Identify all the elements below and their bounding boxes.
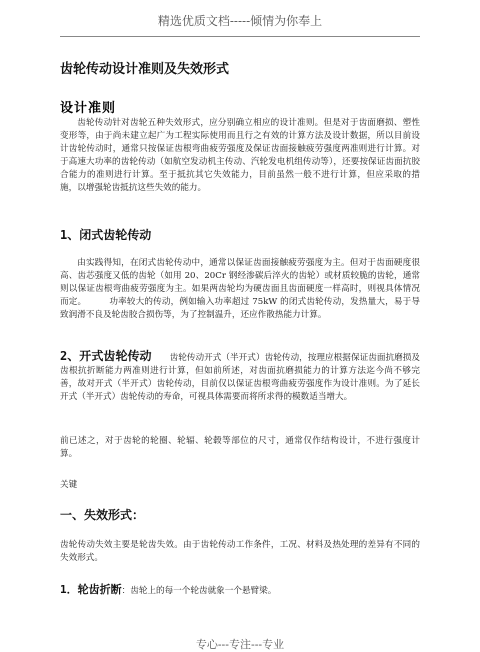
tooth-breakage-text: ：齿轮上的每一个轮齿就象一个悬臂梁。 — [121, 586, 277, 596]
design-rules-heading: 设计准则 — [60, 101, 117, 116]
keyword-label: 关键 — [60, 480, 78, 490]
summary-paragraph: 前已述之，对于齿轮的轮圈、轮辐、轮毂等部位的尺寸，通常仅作结构设计，不进行强度计算。 — [60, 436, 420, 459]
failure-item-tooth-breakage — [60, 583, 420, 598]
open-gear-heading: 2、开式齿轮传动 — [60, 349, 152, 363]
closed-gear-paragraph-part-2: 功率较大的传动，例如输入功率超过 75kW 的闭式齿轮传动，发热量大，易于导致润滑不良及轮齿胶合损伤等，为了控制温升，还应作散热能力计算。 — [60, 297, 420, 320]
closed-gear-paragraph — [60, 257, 420, 322]
header-divider — [60, 36, 420, 37]
failure-modes-paragraph: 齿轮传动失效主要是轮齿失效。由于齿轮传动工作条件，工况、材料及热处理的差异有不同的失效形式。 — [60, 540, 420, 563]
open-gear-section — [60, 350, 420, 404]
document-title: 齿轮传动设计准则及失效形式 — [60, 62, 230, 77]
page-footer: 专心---专注---专业 — [195, 638, 285, 651]
tooth-breakage-label: 1．轮齿折断 — [60, 583, 122, 596]
intro-paragraph: 齿轮传动针对齿轮五种失效形式，应分别确立相应的设计准则。但是对于齿面磨损、塑性变形等，由于尚未建立起广为工程实际使用而且行之有效的计算方法及设计数据，所以目前设计齿轮传动时，通常只按保证齿根弯曲疲劳强度及保证齿面接触疲劳强度两准则进行计算。对于高速大功率的齿轮传动（如航空发动机主传动、汽轮发电机组传动等），还要按保证齿面抗胶合能力的准则进行计算。至于抵抗其它失效能力，目前虽然一般不进行计算，但应采取的措施，以增强轮齿抵抗这些失效的能力。 — [60, 118, 420, 193]
open-gear-paragraph: 齿轮传动开式（半开式）齿轮传动，按理应根据保证齿面抗磨损及齿根抗折断能力两准则进行计算，但如前所述，对齿面抗磨损能力的计算方法迄今尚不够完善，故对开式（半开式）齿轮传动，目前仅以保证齿根弯曲疲劳强度作为设计准则。为了延长开式（半开式）齿轮传动的寿命，可视具体需要而将所求得的模数适当增大。 — [60, 353, 420, 402]
closed-gear-paragraph-part-1: 由实践得知，在闭式齿轮传动中，通常以保证齿面接触疲劳强度为主。但对于齿面硬度很高、齿芯强度又低的齿轮（如用 20、20Cr 钢经渗碳后淬火的齿轮）或材质较脆的齿轮，通常则以保证齿根弯曲疲劳强度为主。如果两齿轮均为硬齿面且齿面硬度一样高时，则视具体情况而定。 — [60, 258, 420, 307]
page-header: 精选优质文档-----倾情为你奉上 — [157, 14, 323, 28]
closed-gear-heading: 1、闭式齿轮传动 — [60, 228, 152, 242]
failure-modes-heading: 一、失效形式： — [60, 508, 145, 522]
